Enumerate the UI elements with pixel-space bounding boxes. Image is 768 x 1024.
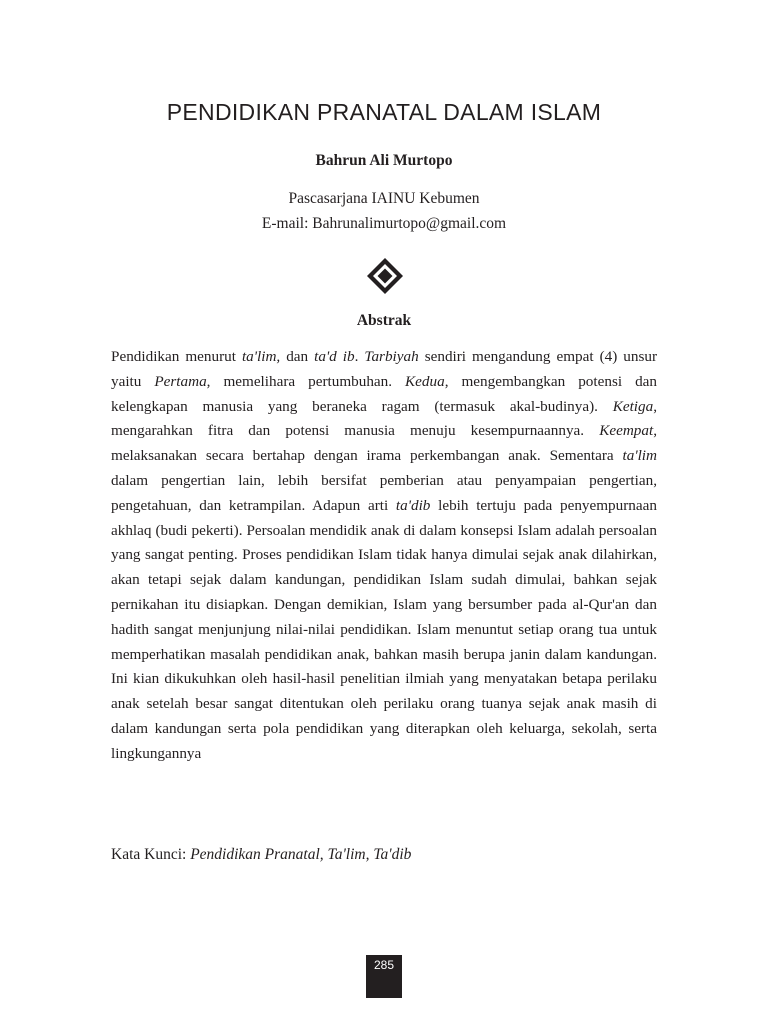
abstract-paragraph	[111, 345, 657, 767]
abstract-italic-term: Pertama	[154, 372, 207, 390]
keywords-value: Pendidikan Pranatal, Ta'lim, Ta'dib	[190, 846, 412, 863]
page-number-box	[366, 955, 402, 998]
paper-title: PENDIDIKAN PRANATAL DALAM ISLAM	[166, 99, 602, 125]
abstract-text-run: sendiri mengandung empat (4) unsur yaitu	[111, 348, 658, 390]
page-number: 285	[373, 958, 395, 972]
abstract-italic-term: ta'lim,	[241, 348, 281, 365]
abstract-text-run: dalam pengertian lain, lebih bersifat pemberian atau penyampaian pengertian, pengetahuan, dan ketrampilan. Adapun arti	[111, 471, 657, 514]
diamond-ornament-icon	[365, 256, 405, 296]
author-name: Bahrun Ali Murtopo	[315, 152, 453, 169]
abstract-italic-term: Kedua	[405, 372, 445, 390]
abstract-italic-term: Tarbiyah	[364, 348, 419, 365]
abstract-text-run: , memelihara pertumbuhan.	[206, 372, 406, 390]
abstract-italic-term: ta'dib	[395, 496, 431, 514]
abstract-text-run: lebih tertuju pada penyempurnaan akhlaq (budi pekerti). Persoalan mendidik anak di dalam konsepsi Islam adalah persoalan yang sangat penting. Proses pendidikan Islam tidak hanya dimulai sejak anak dilahirkan, akan tetapi sejak dalam kandungan, pendidikan Islam sudah dimulai, bahkan sejak pernikahan itu disiapkan. Dengan demikian, Islam yang bersumber pada al-Qur'an dan hadith sangat menjunjung nilai-nilai pendidikan. Islam menuntut setiap orang tua untuk memperhatikan masalah pendidikan anak, bahkan masih berupa janin dalam kandungan. Ini kian dikukuhkan oleh hasil-hasil penelitian ilmiah yang menyatakan betapa perilaku anak setelah besar sangat ditentukan oleh perilaku orang tuanya sejak anak masih di dalam kandungan serta pola pendidikan yang diterapkan oleh keluarga, sekolah, serta lingkungannya	[111, 496, 657, 762]
keywords-label: Kata Kunci:	[111, 846, 191, 863]
abstract-italic-term: Ketiga	[612, 397, 654, 415]
abstract-italic-term: ta'lim	[622, 447, 657, 465]
abstract-text-run: dan	[280, 348, 315, 365]
abstract-text-run: , melaksanakan secara bertahap dengan irama perkembangan anak. Sementara	[111, 422, 657, 465]
abstract-body	[111, 345, 657, 767]
author-affiliation: Pascasarjana IAINU Kebumen	[288, 190, 480, 207]
abstract-italic-term: ta'd ib	[314, 348, 355, 365]
abstract-text-run: .	[354, 348, 365, 365]
abstract-italic-term: Keempat	[599, 422, 654, 440]
abstract-text-run: Pendidikan menurut	[111, 348, 242, 365]
abstract-text-run: , mengarahkan fitra dan potensi manusia menuju kesempurnaannya.	[111, 397, 657, 440]
keywords-line	[111, 846, 411, 864]
abstract-heading: Abstrak	[356, 312, 412, 329]
abstract-text-run: , mengembangkan potensi dan kelengkapan manusia yang beraneka ragam (termasuk akal-budinya).	[111, 372, 657, 415]
author-email: E-mail: Bahrunalimurtopo@gmail.com	[261, 215, 507, 232]
